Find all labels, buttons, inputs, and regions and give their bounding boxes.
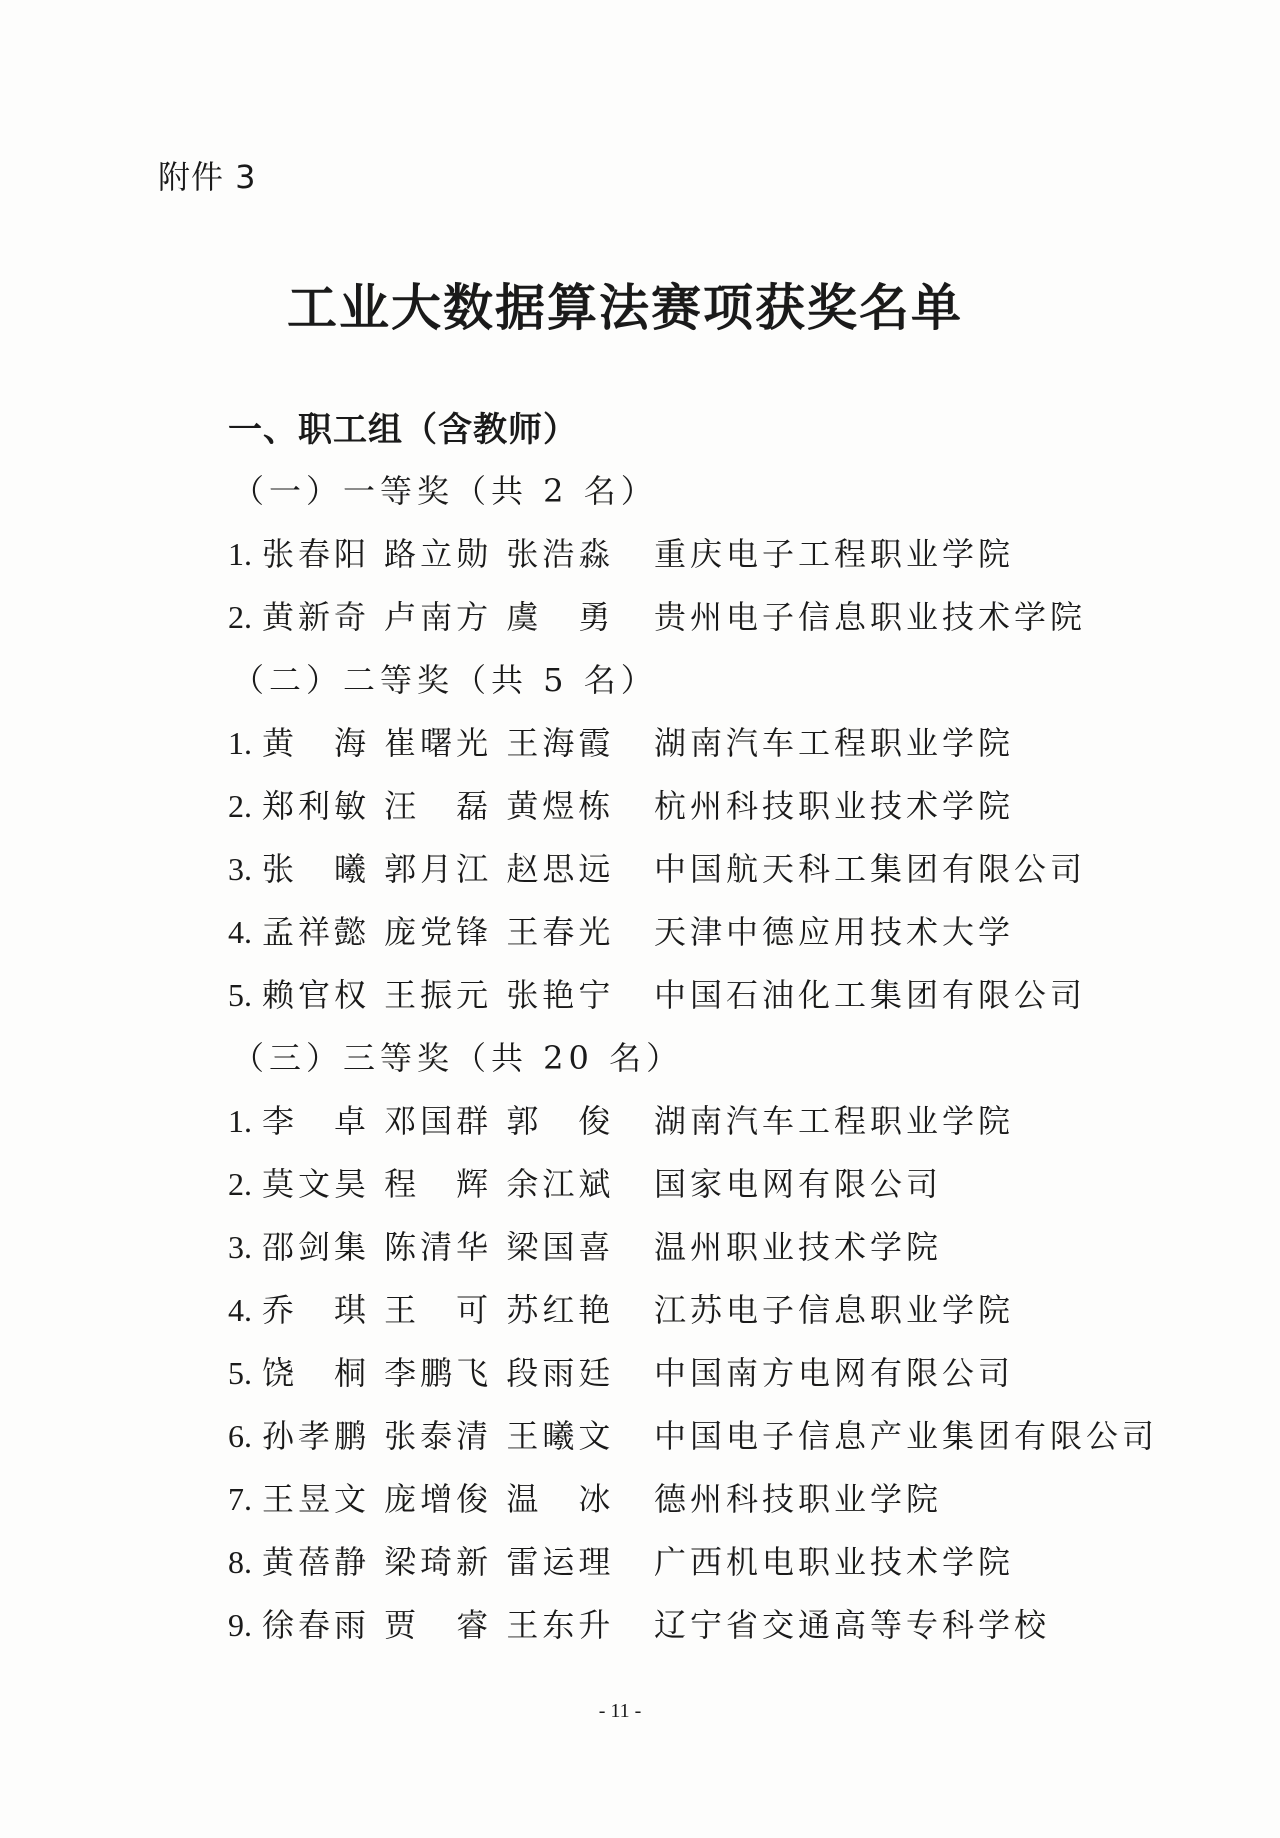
entry-number: 2.: [228, 599, 252, 635]
entry-organization: 天津中德应用技术大学: [654, 913, 1015, 951]
list-item: [228, 964, 1228, 1027]
list-item: [228, 712, 1228, 775]
entry-organization: 湖南汽车工程职业学院: [654, 724, 1015, 762]
award-list: [228, 460, 1228, 1657]
entry-number: 5.: [228, 977, 252, 1013]
entry-names: 李 卓 邓国群 郭 俊: [262, 1102, 615, 1140]
list-item: [228, 586, 1228, 649]
entry-names: 邵剑集 陈清华 梁国喜: [262, 1228, 615, 1266]
entry-organization: 湖南汽车工程职业学院: [654, 1102, 1015, 1140]
entry-number: 4.: [228, 1292, 252, 1328]
list-item: [228, 523, 1228, 586]
entry-number: 1.: [228, 536, 252, 572]
attachment-label: 附件 3: [158, 158, 257, 196]
entry-names: 王昱文 庞增俊 温 冰: [262, 1480, 615, 1518]
list-item: [228, 1468, 1228, 1531]
entry-number: 1.: [228, 725, 252, 761]
list-item: [228, 1153, 1228, 1216]
list-item: [228, 1531, 1228, 1594]
entry-names: 赖官权 王振元 张艳宁: [262, 976, 615, 1014]
entry-organization: 德州科技职业学院: [654, 1480, 943, 1518]
entry-organization: 广西机电职业技术学院: [654, 1543, 1015, 1581]
entry-names: 黄 海 崔曙光 王海霞: [262, 724, 615, 762]
entry-organization: 辽宁省交通高等专科学校: [654, 1606, 1051, 1644]
entry-organization: 贵州电子信息职业技术学院: [654, 598, 1087, 636]
list-item: [228, 1216, 1228, 1279]
entry-names: 徐春雨 贾 睿 王东升: [262, 1606, 615, 1644]
entry-names: 黄蓓静 梁琦新 雷运理: [262, 1543, 615, 1581]
page-number: - 11 -: [598, 1700, 642, 1722]
entry-organization: 杭州科技职业技术学院: [654, 787, 1015, 825]
list-item: [228, 1279, 1228, 1342]
list-item: [228, 1090, 1228, 1153]
entry-number: 6.: [228, 1418, 252, 1454]
entry-number: 3.: [228, 851, 252, 887]
list-item: [228, 1342, 1228, 1405]
entry-number: 2.: [228, 788, 252, 824]
entry-organization: 中国航天科工集团有限公司: [654, 850, 1087, 888]
entry-names: 孟祥懿 庞党锋 王春光: [262, 913, 615, 951]
list-item: [228, 838, 1228, 901]
entry-number: 8.: [228, 1544, 252, 1580]
entry-names: 莫文昊 程 辉 余江斌: [262, 1165, 615, 1203]
entry-number: 4.: [228, 914, 252, 950]
section-heading: 一、职工组（含教师）: [228, 410, 578, 450]
entry-organization: 国家电网有限公司: [654, 1165, 943, 1203]
entry-names: 张春阳 路立勋 张浩淼: [262, 535, 615, 573]
list-item: [228, 1594, 1228, 1657]
entry-names: 郑利敏 汪 磊 黄煜栋: [262, 787, 615, 825]
entry-number: 7.: [228, 1481, 252, 1517]
tier-heading-first-prize: （一）一等奖（共 2 名）: [232, 472, 658, 510]
list-item: [228, 901, 1228, 964]
entry-number: 2.: [228, 1166, 252, 1202]
entry-number: 9.: [228, 1607, 252, 1643]
entry-organization: 中国石油化工集团有限公司: [654, 976, 1087, 1014]
entry-number: 5.: [228, 1355, 252, 1391]
entry-organization: 中国电子信息产业集团有限公司: [654, 1417, 1159, 1455]
entry-number: 1.: [228, 1103, 252, 1139]
list-item: [228, 1405, 1228, 1468]
entry-number: 3.: [228, 1229, 252, 1265]
document-title: 工业大数据算法赛项获奖名单: [287, 278, 963, 337]
entry-organization: 江苏电子信息职业学院: [654, 1291, 1015, 1329]
tier-heading-third-prize: （三）三等奖（共 20 名）: [232, 1039, 684, 1077]
entry-names: 张 曦 郭月江 赵思远: [262, 850, 615, 888]
entry-names: 饶 桐 李鹏飞 段雨廷: [262, 1354, 615, 1392]
list-item: [228, 775, 1228, 838]
entry-names: 孙孝鹏 张泰清 王曦文: [262, 1417, 615, 1455]
entry-names: 黄新奇 卢南方 虞 勇: [262, 598, 615, 636]
entry-names: 乔 琪 王 可 苏红艳: [262, 1291, 615, 1329]
entry-organization: 中国南方电网有限公司: [654, 1354, 1015, 1392]
entry-organization: 重庆电子工程职业学院: [654, 535, 1015, 573]
tier-heading-second-prize: （二）二等奖（共 5 名）: [232, 661, 658, 699]
entry-organization: 温州职业技术学院: [654, 1228, 943, 1266]
